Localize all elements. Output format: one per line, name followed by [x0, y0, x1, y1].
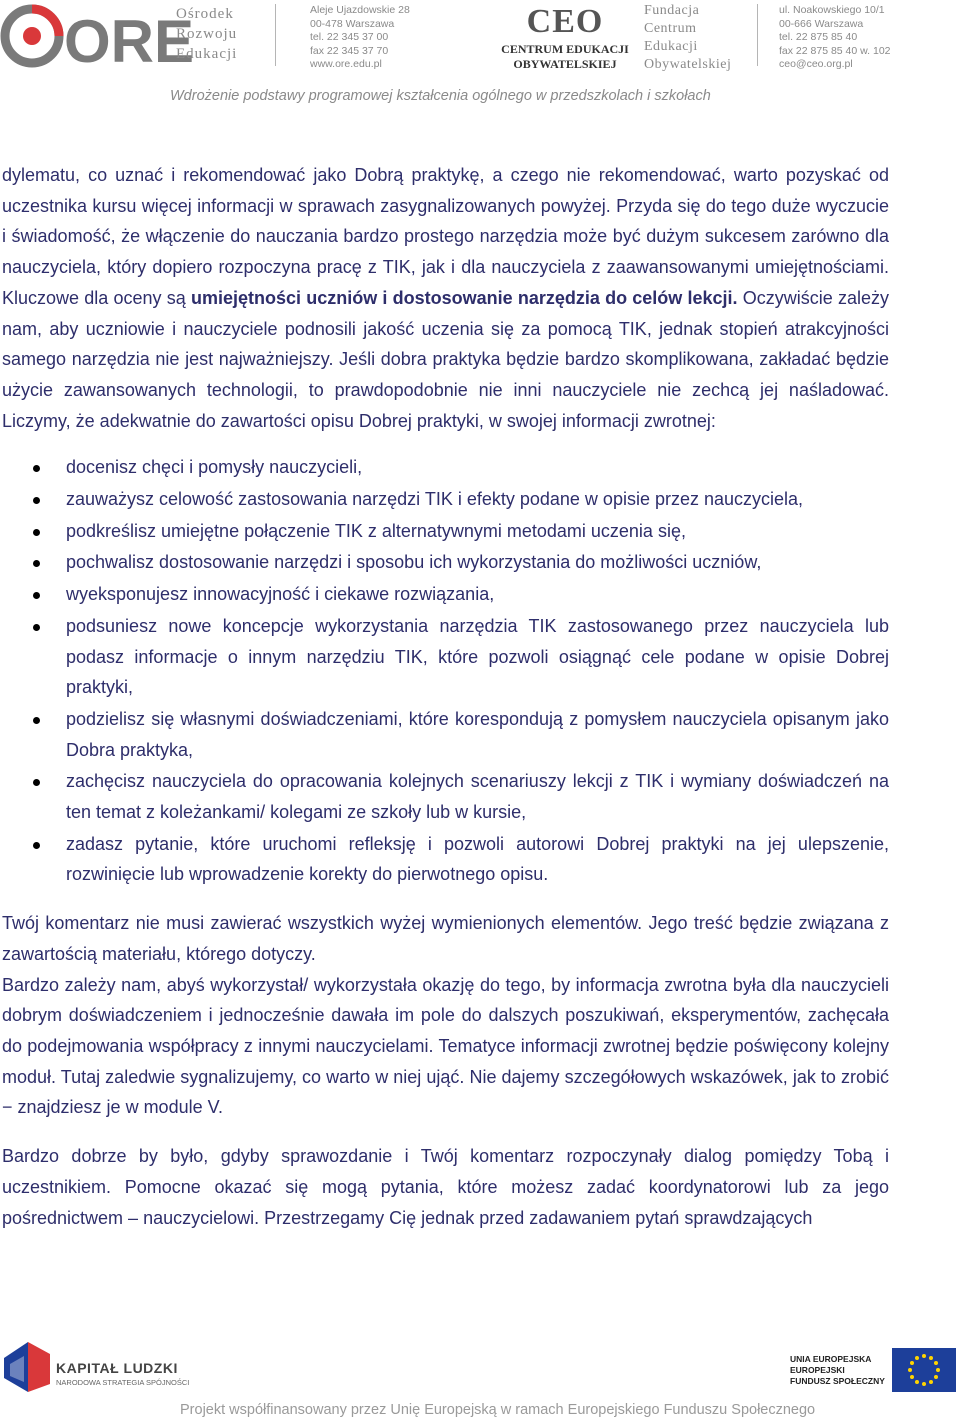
- list-item: [2, 516, 889, 547]
- paragraph: Bardzo zależy nam, abyś wykorzystał/ wykorzystała okazję do tego, by informacja zwrotna była dla nauczycieli dobrym doświadczeniem i jednocześnie dawała im pole do dalszych poszukiwań, eksperymentów, zachęcała do podejmowania współpracy z innymi nauczycielami. Tematyce informacji zwrotnej będzie poświęcony kolejny moduł. Tutaj zaledwie sygnalizujemy, co warto w niej ująć. Nie dajemy szczegółowych wskazówek, jak to zrobić − znajdziesz je w module V.: [2, 974, 889, 1118]
- ore-name-line: Rozwoju: [176, 26, 238, 42]
- list-item: [2, 829, 889, 890]
- list-item: [2, 547, 889, 578]
- bullet-icon: [33, 779, 40, 786]
- paragraph: [2, 160, 889, 436]
- list-item-text: pochwalisz dostosowanie narzędzi i sposobu ich wykorzystania do możliwości uczniów,: [66, 552, 762, 573]
- list-item: [2, 766, 889, 827]
- list-item: [2, 579, 889, 610]
- bullet-icon: [33, 465, 40, 472]
- page-footer: [0, 1330, 960, 1422]
- ore-name-line: Ośrodek: [176, 6, 234, 22]
- eu-fund-label: [790, 1354, 885, 1387]
- paragraph-gap: [2, 1123, 889, 1141]
- kapital-ludzki-title: KAPITAŁ LUDZKI: [56, 1360, 178, 1376]
- paragraph-text: Oczywiście zależy nam, aby uczniowie i nauczyciele podnosili jakość uczenia się za pomocą TIK, jednak stopień atrakcyjności samego narzędzia nie jest najważniejszy. Jeśli dobra praktyka będzie bardzo skomplikowana, zakładać będzie użycie zawansowanych technologii, to prawdopodobnie nie inni nauczyciele nie zechcą jej naśladować. Liczymy, że adekwatnie do zawartości opisu Dobrej praktyki, w swojej informacji zwrotnej:: [2, 287, 890, 431]
- bullet-icon: [33, 842, 40, 849]
- paragraph: Twój komentarz nie musi zawierać wszystkich wyżej wymienionych elementów. Jego treść będzie związana z zawartością materiału, którego dotyczy.: [2, 913, 889, 964]
- list-item-text: zauważysz celowość zastosowania narzędzi TIK i efekty podane w opisie przez nauczyciela,: [66, 489, 804, 510]
- list-item: [2, 611, 889, 703]
- ceo-address: [779, 4, 891, 72]
- address-line: fax 22 875 85 40 w. 102: [779, 44, 891, 57]
- address-line: 00-666 Warszawa: [779, 17, 864, 30]
- list-item: [2, 452, 889, 483]
- list-item-text: zachęcisz nauczyciela do opracowania kolejnych scenariuszy lekcji z TIK i wymiany doświadczeń na ten temat z koleżankami/ kolegami ze szkoły lub w kursie,: [66, 771, 889, 823]
- ceo-name-line: Obywatelskiej: [644, 57, 732, 72]
- paragraph: Bardzo dobrze by było, gdyby sprawozdanie i Twój komentarz rozpoczynały dialog pomiędzy Tobą i uczestnikiem. Pomocne okazać się mogą pytania, które możesz zadać koordynatorowi lub za jego pośrednictwem – nauczycielowi. Przestrzegamy Cię jednak przed zadawaniem pytań sprawdzających: [2, 1146, 889, 1228]
- ceo-name: [644, 2, 731, 74]
- paragraph-text: dylematu, co uznać i rekomendować jako Dobrą praktykę, a czego nie rekomendować, warto pozyskać od uczestnika kursu więcej informacji w sprawach zasygnalizowanych powyżej. Przyda się do tego duże wyczucie i świadomość, że włączenie do nauczania bardzo prostego narzędzia może być dużym sukcesem zarówno dla nauczyciela, który dopiero rozpoczyna pracę z TIK, jak i dla nauczyciela z zaawansowanymi umiejętnościami. Kluczowe dla oceny są: [2, 165, 889, 308]
- list-item: [2, 484, 889, 515]
- ceo-name-line: Edukacji: [644, 39, 698, 54]
- list-item-text: podzielisz się własnymi doświadczeniami, które korespondują z pomysłem nauczyciela opisanym jako Dobra praktyka,: [66, 708, 889, 760]
- ore-name-line: Edukacji: [176, 46, 238, 62]
- bullet-icon: [33, 592, 40, 599]
- ore-name: [176, 4, 237, 64]
- eu-label-line: FUNDUSZ SPOŁECZNY: [790, 1376, 885, 1386]
- eu-label-line: UNIA EUROPEJSKA: [790, 1354, 872, 1364]
- ceo-logo-subtitle: CENTRUM EDUKACJI: [501, 42, 629, 56]
- page-header: [0, 0, 960, 120]
- address-line: fax 22 345 37 70: [310, 44, 389, 57]
- list-item-text: docenisz chęci i pomysły nauczycieli,: [66, 457, 363, 478]
- list-item: [2, 704, 889, 765]
- bold-phrase: umiejętności uczniów i dostosowanie narzędzia do celów lekcji.: [190, 287, 738, 308]
- list-item-text: zadasz pytanie, które uruchomi refleksję i pozwoli autorowi Dobrej praktyki na jej ulepszenie, rozwinięcie lub wprowadzenie korekty do pierwotnego opisu.: [66, 833, 889, 885]
- address-line: Aleje Ujazdowskie 28: [310, 4, 410, 16]
- list-item-text: wyeksponujesz innowacyjność i ciekawe rozwiązania,: [66, 584, 495, 605]
- ceo-logo-subtitle: OBYWATELSKIEJ: [513, 57, 617, 71]
- address-line: www.ore.edu.pl: [310, 58, 382, 70]
- ceo-logo: [498, 4, 632, 70]
- ore-address: [310, 4, 410, 72]
- bullet-icon: [33, 560, 40, 567]
- ore-logo-letters: ORE: [64, 8, 195, 75]
- eu-label-line: EUROPEJSKI: [790, 1365, 845, 1375]
- project-title: Wdrożenie podstawy programowej kształcenia ogólnego w przedszkolach i szkołach: [170, 88, 711, 104]
- bullet-icon: [33, 624, 40, 631]
- ore-logo: [0, 4, 195, 75]
- address-line: tel. 22 345 37 00: [310, 31, 389, 43]
- kapital-ludzki-subtitle: NARODOWA STRATEGIA SPÓJNOŚCI: [56, 1378, 190, 1387]
- bullet-icon: [33, 529, 40, 536]
- address-line: ceo@ceo.org.pl: [779, 58, 853, 70]
- address-line: 00-478 Warszawa: [310, 17, 395, 30]
- ceo-logo-mark: CEO: [526, 3, 604, 40]
- header-divider: [275, 4, 276, 66]
- list-item-text: podkreślisz umiejętne połączenie TIK z alternatywnymi metodami uczenia się,: [66, 520, 686, 541]
- cofinancing-note: Projekt współfinansowany przez Unię Europejską w ramach Europejskiego Funduszu Społecznego: [180, 1402, 816, 1418]
- kapital-ludzki-logo: [2, 1338, 52, 1396]
- bullet-icon: [33, 497, 40, 504]
- document-body: [2, 160, 889, 1233]
- ceo-name-line: Fundacja: [644, 3, 700, 18]
- header-divider: [757, 4, 758, 66]
- list-item-text: podsuniesz nowe koncepcje wykorzystania narzędzia TIK zastosowanego przez nauczyciela lub podasz informacje o innym narzędziu TIK, które pozwoli osiągnąć cele podane w opisie Dobrej praktyki,: [66, 615, 889, 698]
- feedback-list: [2, 452, 889, 890]
- address-line: tel. 22 875 85 40: [779, 31, 858, 43]
- address-line: ul. Noakowskiego 10/1: [779, 4, 885, 16]
- ceo-name-line: Centrum: [644, 21, 697, 36]
- bullet-icon: [33, 717, 40, 724]
- eu-flag-icon: [892, 1348, 956, 1392]
